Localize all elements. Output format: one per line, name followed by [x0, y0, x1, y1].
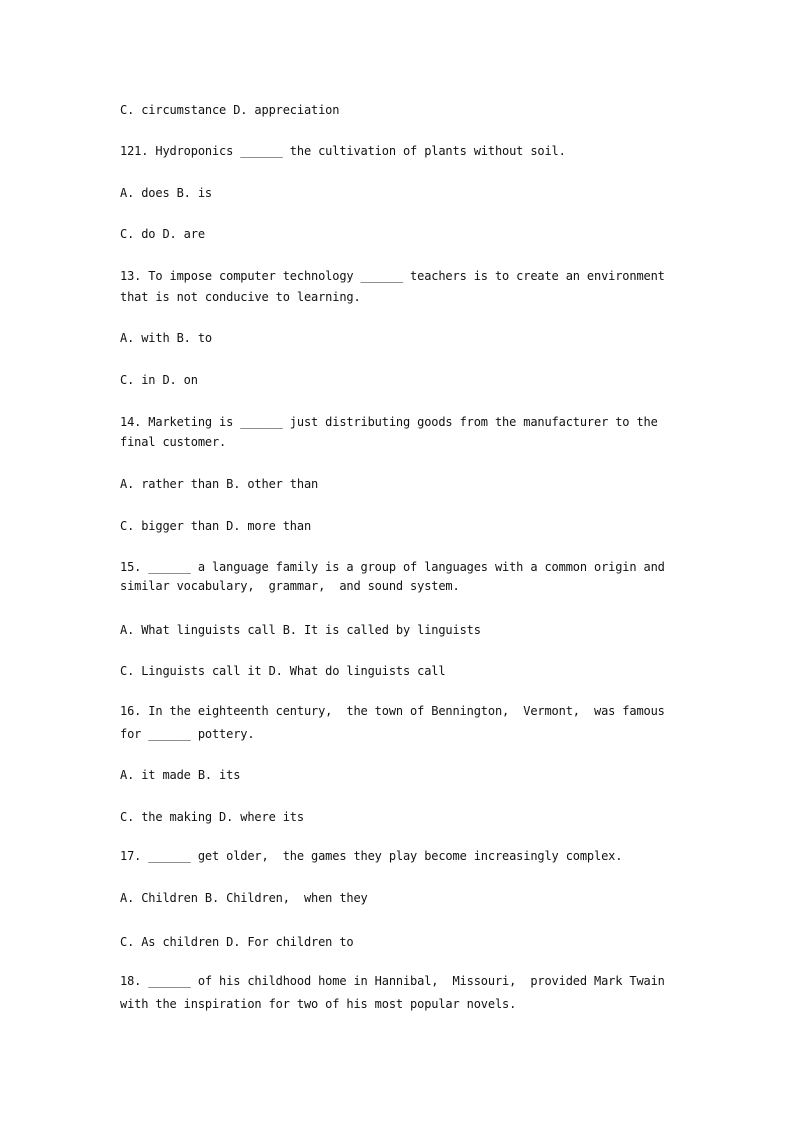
question-18-stem-line-2: with the inspiration for two of his most popular novels.: [120, 997, 517, 1011]
question-16-options-ab: A. it made B. its: [120, 768, 241, 782]
question-18-stem-line-1: 18. ______ of his childhood home in Hannibal, Missouri, provided Mark Twain: [120, 974, 665, 988]
question-15-stem-line-1: 15. ______ a language family is a group of languages with a common origin and: [120, 560, 665, 574]
question-14-stem-line-2: final customer.: [120, 435, 227, 449]
question-15-options-ab: A. What linguists call B. It is called by linguists: [120, 623, 481, 637]
question-14-options-ab: A. rather than B. other than: [120, 477, 319, 491]
text-line: C. circumstance D. appreciation: [120, 103, 340, 117]
question-17-stem: 17. ______ get older, the games they play become increasingly complex.: [120, 849, 623, 863]
question-13-stem-line-1: 13. To impose computer technology ______ teachers is to create an environment: [120, 269, 665, 283]
question-17-options-cd: C. As children D. For children to: [120, 935, 354, 949]
question-15-options-cd: C. Linguists call it D. What do linguists call: [120, 664, 446, 678]
question-16-stem-line-2: for ______ pottery.: [120, 727, 255, 741]
question-13-options-cd: C. in D. on: [120, 373, 198, 387]
question-121-stem: 121. Hydroponics ______ the cultivation of plants without soil.: [120, 144, 566, 158]
question-15-stem-line-2: similar vocabulary, grammar, and sound system.: [120, 579, 460, 593]
question-121-options-cd: C. do D. are: [120, 227, 205, 241]
question-13-options-ab: A. with B. to: [120, 331, 212, 345]
question-121-options-ab: A. does B. is: [120, 186, 212, 200]
question-14-options-cd: C. bigger than D. more than: [120, 519, 312, 533]
question-16-options-cd: C. the making D. where its: [120, 810, 304, 824]
question-14-stem-line-1: 14. Marketing is ______ just distributing goods from the manufacturer to the: [120, 415, 658, 429]
question-17-options-ab: A. Children B. Children, when they: [120, 891, 368, 905]
question-13-stem-line-2: that is not conducive to learning.: [120, 290, 361, 304]
question-16-stem-line-1: 16. In the eighteenth century, the town of Bennington, Vermont, was famous: [120, 704, 665, 718]
